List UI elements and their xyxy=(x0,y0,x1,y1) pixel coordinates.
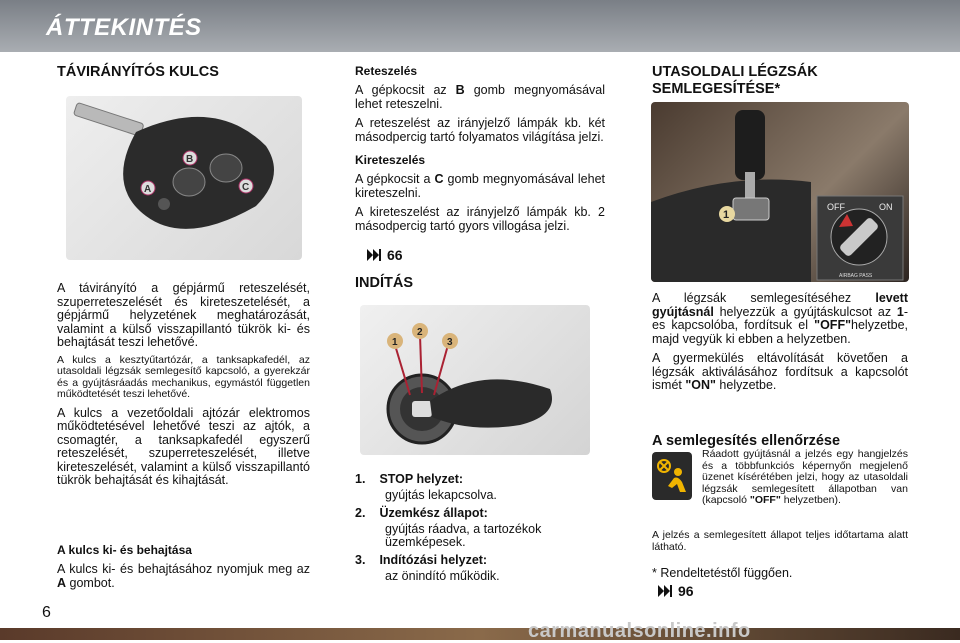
page-title: ÁTTEKINTÉS xyxy=(46,14,202,41)
airbag-off-warning-icon xyxy=(652,452,692,500)
airbag-photo-label-1: 1 xyxy=(723,209,730,221)
remote-key-heading: TÁVIRÁNYÍTÓS KULCS xyxy=(57,64,219,80)
ignition-label-3: 3 xyxy=(447,337,453,348)
lock-text-c: gomb megnyomásával lehet reteszelni. xyxy=(355,83,605,111)
airbag-check-text-c: helyzetben). xyxy=(780,494,841,506)
step-number: 3. xyxy=(355,552,366,567)
airbag-text-e: -es kapcsolóba, fordítsuk el xyxy=(652,304,908,332)
ignition-label-1: 1 xyxy=(392,337,398,348)
airbag-check-paragraph-2: A jelzés a semlegesített állapot teljes időtartama alatt látható. xyxy=(652,529,908,553)
airbag-text-g: helyzetbe, majd vegyük ki ebben a helyzetben. xyxy=(652,318,908,346)
unlock-paragraph-1 xyxy=(355,173,605,200)
ignition-step-3 xyxy=(355,553,605,584)
page-reference-96[interactable] xyxy=(652,583,908,599)
page-number: 6 xyxy=(42,604,51,621)
footer-bar xyxy=(0,628,960,640)
step-title: Indítózási helyzet: xyxy=(379,552,488,567)
unlock-paragraph-2: A kireteszelést az irányjelző lámpák kb. 2 másodpercig tartó gyors villogása jelzi. xyxy=(355,205,605,233)
key-label-b: B xyxy=(186,154,194,165)
airbag-check-text xyxy=(702,449,908,507)
remote-key-text xyxy=(57,282,310,488)
step-title: Üzemkész állapot: xyxy=(379,505,488,520)
airbag-heading-line-1: UTASOLDALI LÉGZSÁK xyxy=(652,64,818,80)
ignition-step-1 xyxy=(355,472,605,503)
key-fold-section xyxy=(57,543,310,590)
key-fold-paragraph xyxy=(57,563,310,590)
ignition-label-2: 2 xyxy=(417,327,423,338)
key-fold-text-b: A xyxy=(57,575,67,590)
airbag-text-b: levett gyújtásnál xyxy=(652,291,908,319)
footnote: * Rendeltetéstől függően. xyxy=(652,566,793,580)
airbag-paragraph-1 xyxy=(652,292,908,346)
airbag-switch-illustration xyxy=(651,102,909,282)
page-reference-66[interactable] xyxy=(355,247,605,263)
airbag-text-h: A gyermekülés eltávolítását követően a légzsák aktiválásához fordítsuk a kapcsolót ismét xyxy=(652,351,908,392)
step-title: STOP helyzet: xyxy=(379,472,464,486)
ignition-step-list xyxy=(355,472,605,583)
ignition-steps xyxy=(355,472,605,586)
airbag-check-paragraph xyxy=(702,449,908,507)
header-bar xyxy=(0,0,960,52)
unlock-text-c: gomb megnyomásával lehet kireteszelni. xyxy=(355,172,606,200)
step-description: gyújtás lekapcsolva. xyxy=(385,488,497,502)
step-description: gyújtás ráadva, a tartozékok üzemképesek. xyxy=(385,521,542,549)
remote-key-illustration xyxy=(66,96,302,260)
key-fold-text-a: A kulcs ki- és behajtásához nyomjuk meg az xyxy=(57,562,310,576)
airbag-text xyxy=(652,292,908,450)
column-airbag xyxy=(652,64,912,98)
fast-forward-icon xyxy=(658,585,672,597)
airbag-switch-off-label: OFF xyxy=(827,202,845,212)
page-reference-66-number: 66 xyxy=(387,247,403,263)
airbag-text-j: helyzetbe. xyxy=(715,378,777,392)
ignition-step-2 xyxy=(355,506,605,550)
remote-key-paragraph-2: A kulcs a kesztyűtartózár, a tanksapkafedél, az utasoldali légzsák semlegesítő kapcsoló, a gyerekzár és a gyújtásráadás mechanikus, egymástól független működtetését teszi lehetővé. xyxy=(57,353,310,400)
page-reference-96-number: 96 xyxy=(678,582,694,599)
start-heading: INDÍTÁS xyxy=(355,275,413,291)
ignition-drawing xyxy=(360,305,590,455)
airbag-warning-symbol xyxy=(652,452,692,500)
airbag-heading-line-2: SEMLEGESÍTÉSE* xyxy=(652,81,781,97)
airbag-check-text-a: Ráadott gyújtásnál a jelzés egy hangjelzés és a többfunkciós képernyőn megjelenő üzenet kísérétében jelzi, hogy az utasoldali légzsák semlegesített állapotban van (kapcsoló xyxy=(702,448,908,506)
unlock-text-a: A gépkocsit a xyxy=(355,172,435,186)
ignition-illustration xyxy=(360,305,590,455)
lock-text-b: B xyxy=(455,83,465,97)
airbag-switch-on-label: ON xyxy=(879,202,893,212)
unlock-heading: Kireteszelés xyxy=(355,153,426,167)
column-locking xyxy=(355,64,605,292)
airbag-footnotes xyxy=(652,530,908,599)
key-label-c: C xyxy=(242,182,250,193)
unlock-text-b: C xyxy=(434,172,444,186)
airbag-check-heading: A semlegesítés ellenőrzése xyxy=(652,432,841,449)
watermark: carmanualsonline.info xyxy=(528,620,751,642)
lock-text-a: A gépkocsit az xyxy=(355,83,456,97)
column-remote-key xyxy=(57,64,310,81)
airbag-paragraph-2 xyxy=(652,352,908,393)
key-fold-text-c: gombot. xyxy=(66,575,115,590)
lock-heading: Reteszelés xyxy=(355,64,418,78)
key-fold-heading: A kulcs ki- és behajtása xyxy=(57,543,192,557)
remote-key-paragraph-1: A távirányító a gépjármű reteszelését, szuperreteszelését és kireteszetelését, a gépjármű helyzetének meghatározását, valamint a külső visszapillantó tükrök ki- és behajtását teszi lehetővé. xyxy=(57,281,310,349)
airbag-text-f: "OFF" xyxy=(814,318,852,332)
airbag-drawing xyxy=(651,102,909,282)
remote-key-paragraph-3: A kulcs a vezetőoldali ajtózár elektromos működtetésével lehetővé teszi az ajtók, a csomagtér, a tanksapkafedél egyszerű reteszelését, szuperreteszelését, illetve kireteszelését, valamint a külső visszapillantó tükrök behajtását és kihajtását. xyxy=(57,405,310,487)
airbag-text-d: 1 xyxy=(896,304,904,319)
key-drawing xyxy=(66,96,302,260)
lock-paragraph-1 xyxy=(355,84,605,111)
airbag-text-a: A légzsák semlegesítéséhez xyxy=(652,291,876,305)
lock-paragraph-2: A reteszelést az irányjelző lámpák kb. két másodpercig tartó folyamatos világítása jelzi. xyxy=(355,116,605,144)
step-number: 2. xyxy=(355,505,366,520)
step-number: 1. xyxy=(355,472,366,486)
step-description: az önindító működik. xyxy=(385,568,500,583)
fast-forward-icon xyxy=(367,249,381,261)
airbag-text-c: helyezzük a gyújtáskulcsot az xyxy=(713,304,897,319)
airbag-text-i: "ON" xyxy=(685,378,716,392)
key-label-a: A xyxy=(144,184,152,195)
airbag-switch-caption: AIRBAG PASS xyxy=(839,273,873,279)
airbag-check-text-b: "OFF" xyxy=(749,494,781,506)
